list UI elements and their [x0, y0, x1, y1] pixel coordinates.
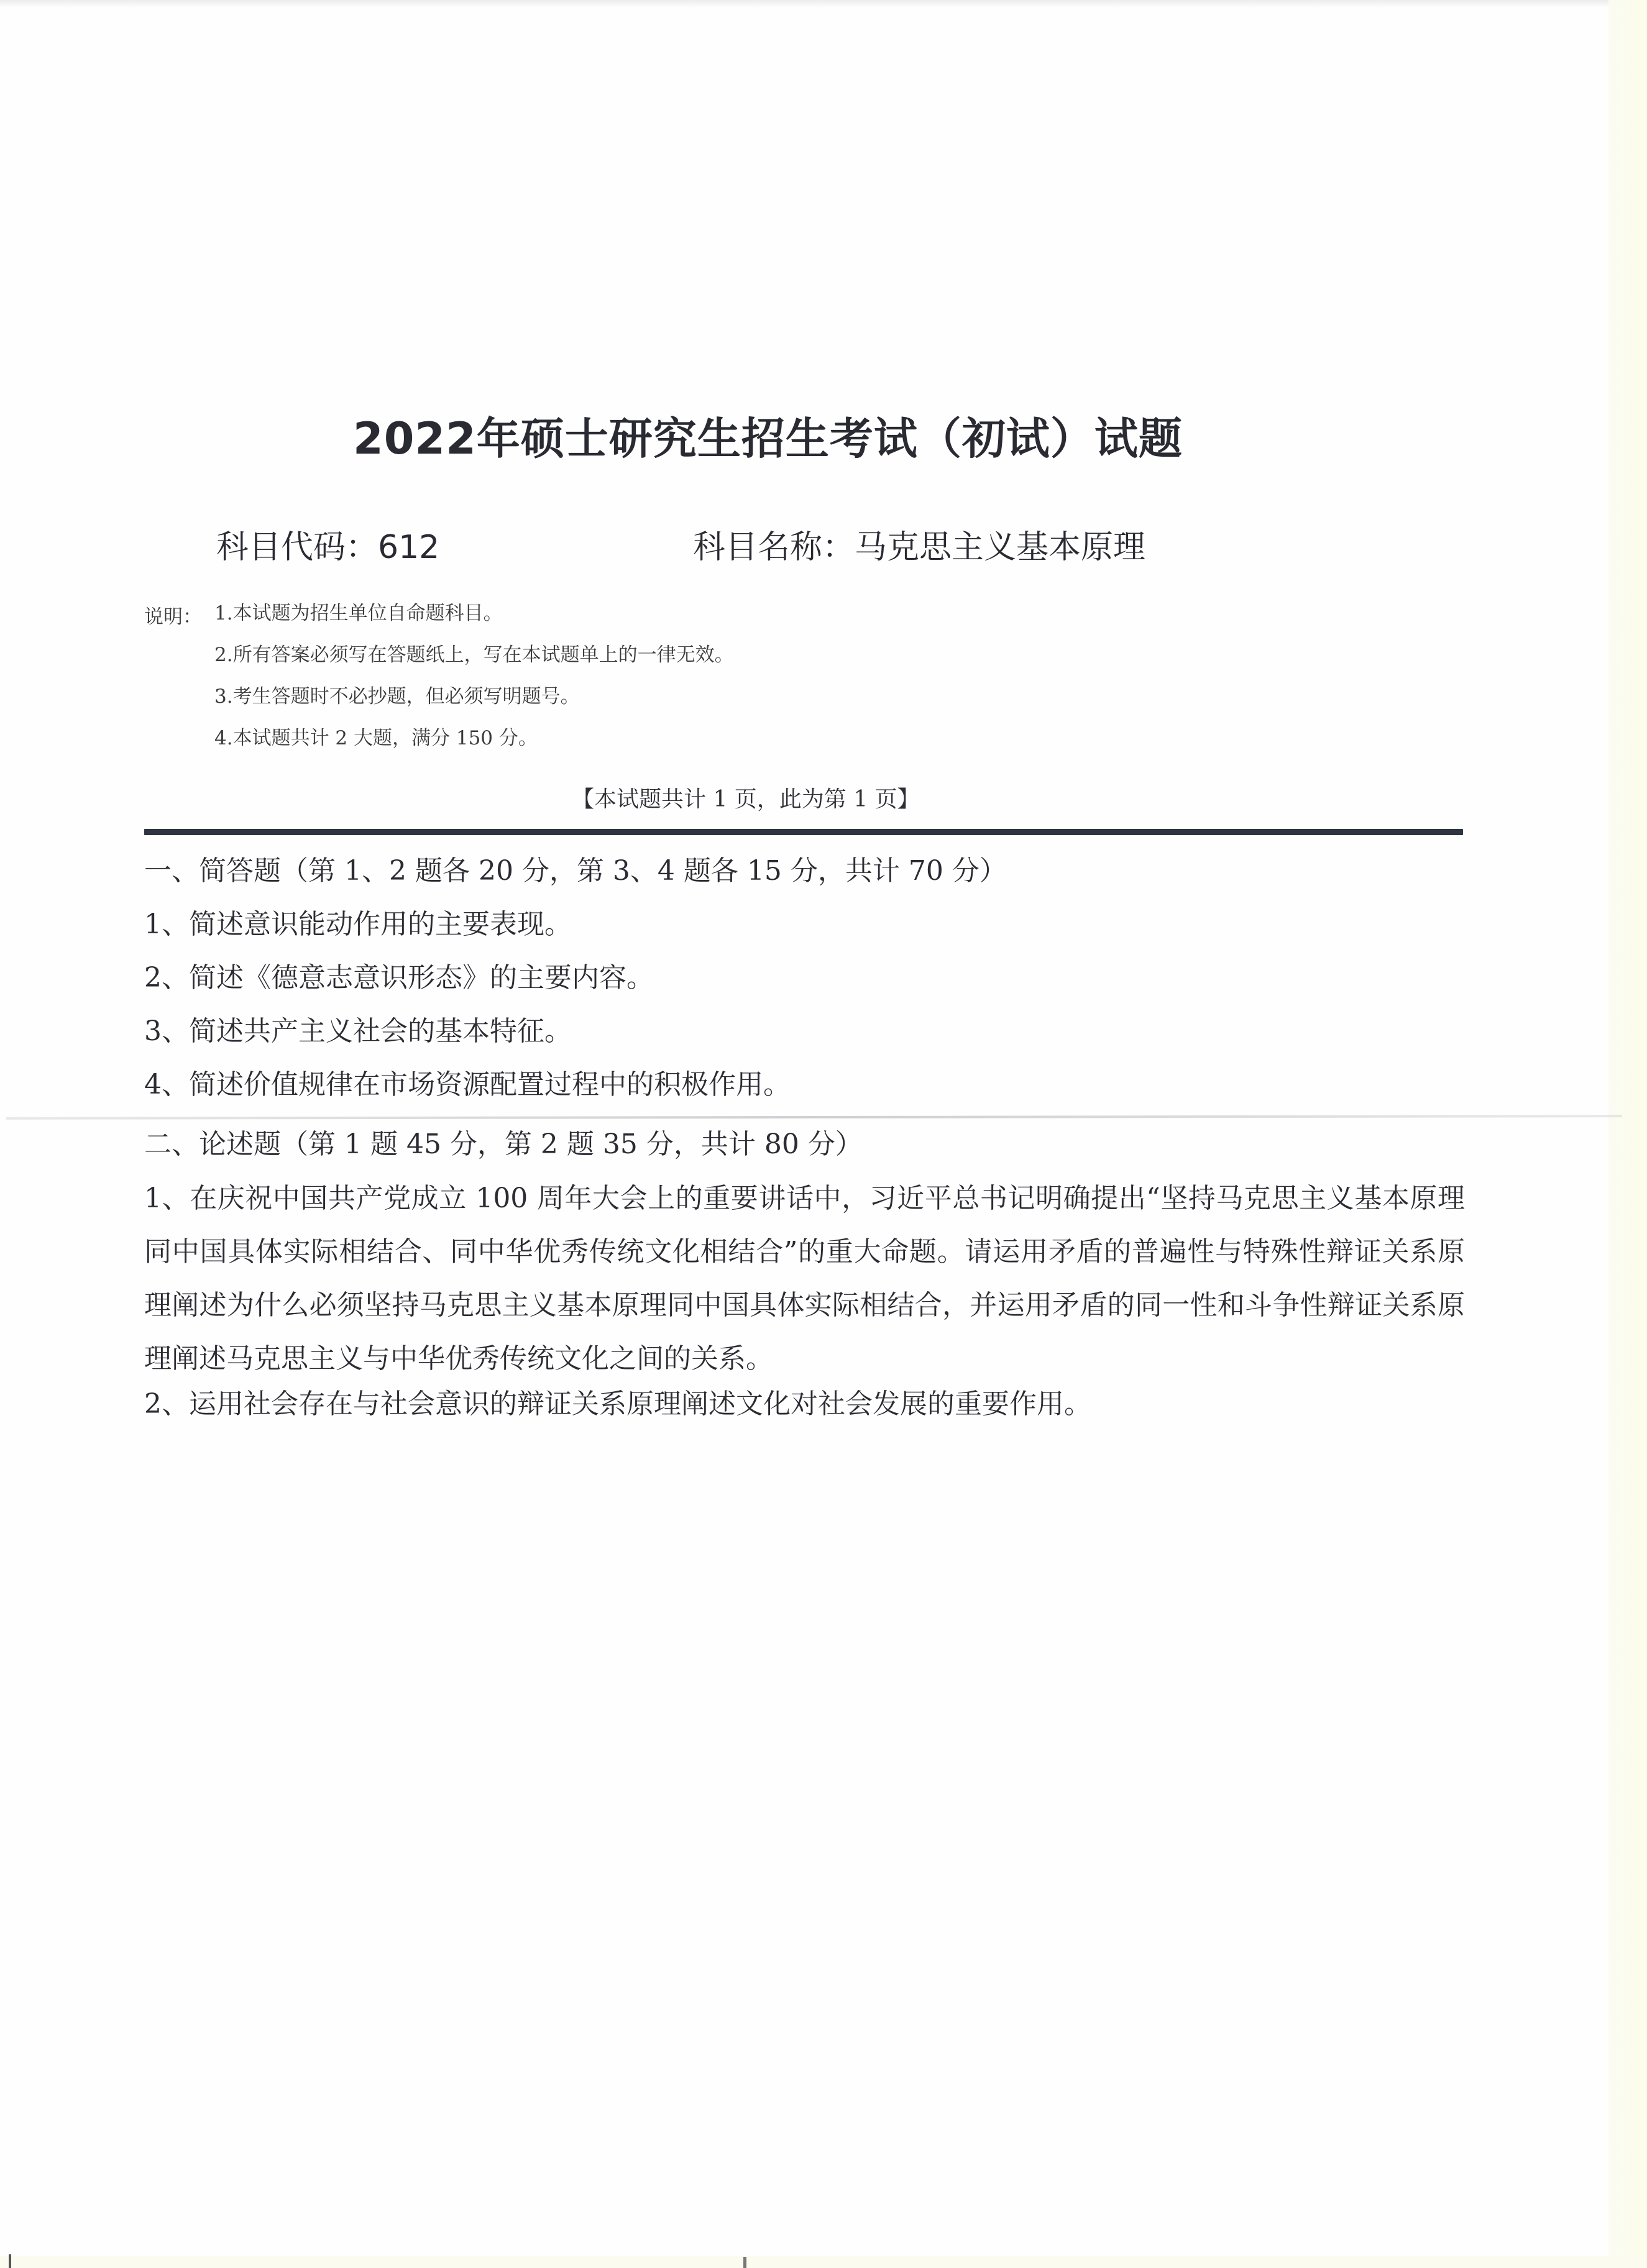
- section-short-answer: [144, 853, 1468, 1120]
- subject-name: 科目名称：马克思主义基本原理: [693, 529, 1146, 566]
- scan-mark-left: [9, 2254, 11, 2268]
- exam-title: 2022年硕士研究生招生考试（初试）试题: [353, 413, 1183, 464]
- page-indicator: 【本试题共计 1 页，此为第 1 页】: [572, 787, 920, 812]
- question-item: 2、运用社会存在与社会意识的辩证关系原理阐述文化对社会发展的重要作用。: [144, 1388, 1091, 1420]
- notes-list: [214, 601, 734, 767]
- scan-right-edge: [1608, 0, 1647, 2268]
- section-essay: [144, 1126, 1468, 1439]
- scan-bottom-edge: [0, 2256, 1647, 2268]
- section-heading: 一、简答题（第 1、2 题各 20 分，第 3、4 题各 15 分，共计 70 分）: [144, 855, 1007, 887]
- notes-label: 说明：: [144, 606, 202, 628]
- note-item: 4.本试题共计 2 大题，满分 150 分。: [214, 727, 538, 749]
- note-item: 1.本试题为招生单位自命题科目。: [214, 602, 503, 624]
- scan-top-edge: [0, 0, 1608, 7]
- question-item: 2、简述《德意志意识形态》的主要内容。: [144, 962, 654, 994]
- note-item: 2.所有答案必须写在答题纸上，写在本试题单上的一律无效。: [214, 644, 734, 666]
- header-separator: [144, 829, 1463, 835]
- section-heading: 二、论述题（第 1 题 45 分，第 2 题 35 分，共计 80 分）: [144, 1128, 863, 1160]
- question-item: 4、简述价值规律在市场资源配置过程中的积极作用。: [144, 1069, 791, 1100]
- question-item: 1、在庆祝中国共产党成立 100 周年大会上的重要讲话中，习近平总书记明确提出“坚持马克思主义基本原理同中国具体实际相结合、同中华优秀传统文化相结合”的重大命题。请运用矛盾的普遍性与特殊性辩证关系原理阐述为什么必须坚持马克思主义基本原理同中国具体实际相结合，并运用矛盾的同一性和斗争性辩证关系原理阐述马克思主义与中华优秀传统文化之间的关系。: [144, 1182, 1465, 1374]
- scan-mark-bottom: [743, 2257, 746, 2268]
- subject-code: 科目代码：612: [216, 529, 440, 566]
- question-item: 1、简述意识能动作用的主要表现。: [144, 908, 572, 940]
- note-item: 3.考生答题时不必抄题，但必须写明题号。: [214, 685, 580, 708]
- question-item: 3、简述共产主义社会的基本特征。: [144, 1015, 572, 1047]
